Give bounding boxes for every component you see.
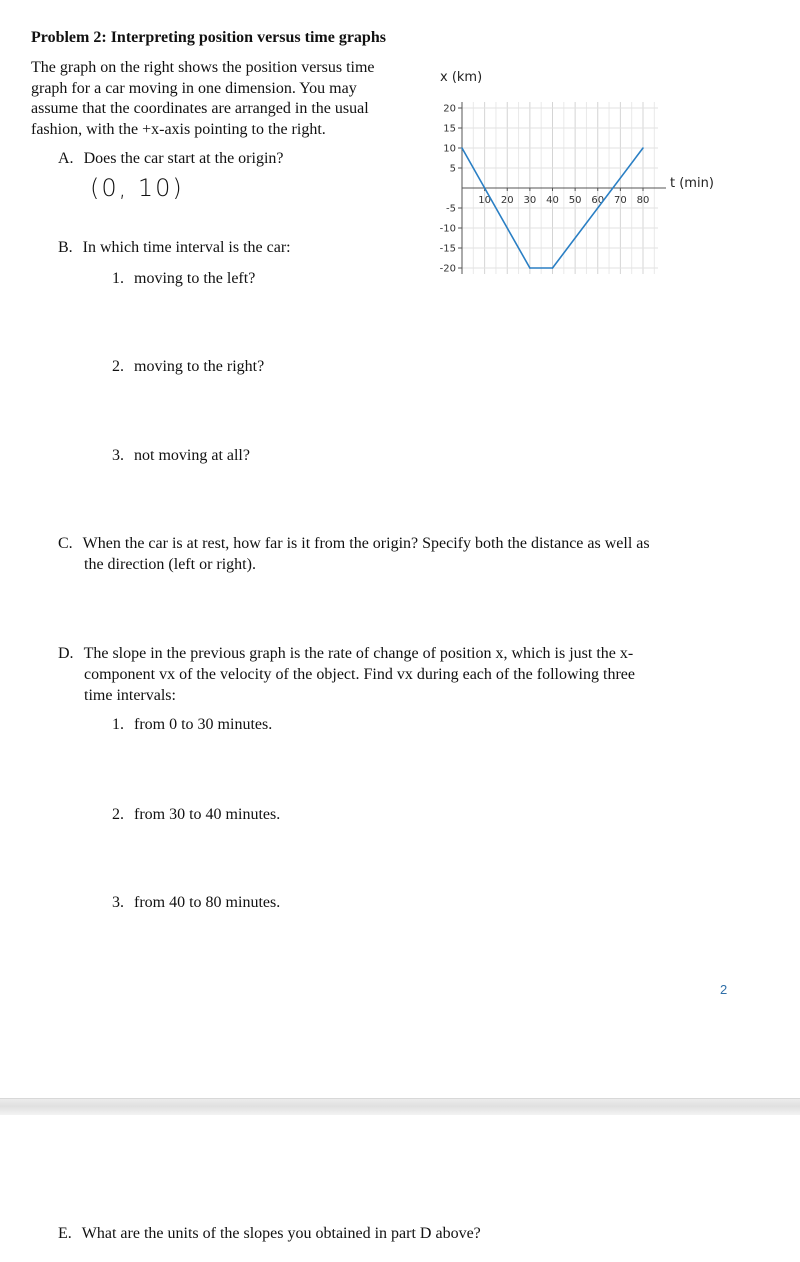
x-tick-label: 30 <box>523 195 537 206</box>
item-number: 2. <box>112 806 124 823</box>
item-text: moving to the right? <box>134 358 265 375</box>
question-b-item <box>112 356 264 377</box>
question-b-item <box>112 445 250 466</box>
question-a-label: A. <box>58 150 74 167</box>
question-e-text: What are the units of the slopes you obtained in part D above? <box>81 1225 481 1242</box>
item-number: 3. <box>112 894 124 911</box>
question-c <box>58 533 758 554</box>
question-d-item <box>112 714 272 735</box>
item-text: moving to the left? <box>134 270 256 287</box>
problem-title: Problem 2: Interpreting position versus time graphs <box>31 29 386 46</box>
item-text: from 0 to 30 minutes. <box>134 716 273 733</box>
y-tick-label: 15 <box>443 123 456 135</box>
intro-line: assume that the coordinates are arranged in the usual <box>31 100 369 117</box>
x-tick-label: 20 <box>500 195 514 206</box>
series-point <box>552 267 554 269</box>
question-c-line: When the car is at rest, how far is it from the origin? Specify both the distance as well as <box>82 535 650 552</box>
question-d-label: D. <box>58 645 74 662</box>
intro-line: graph for a car moving in one dimension. You may <box>31 79 357 97</box>
item-number: 1. <box>112 716 124 733</box>
item-text: from 40 to 80 minutes. <box>134 894 281 911</box>
series-point <box>461 147 463 149</box>
y-tick-label: -10 <box>439 223 456 235</box>
chart-ticks <box>440 104 650 275</box>
x-axis-label: t (min) <box>670 176 714 191</box>
intro-paragraph <box>31 58 426 140</box>
question-d-line: component vx of the velocity of the object. Find vx during each of the following three <box>84 666 635 683</box>
y-tick-label: -15 <box>439 243 456 255</box>
question-d-item <box>112 892 280 913</box>
y-tick-label: 5 <box>449 163 456 175</box>
x-tick-label: 40 <box>546 195 559 206</box>
question-a-text: Does the car start at the origin? <box>83 150 284 167</box>
item-number: 3. <box>112 447 124 464</box>
page-number: 2 <box>720 982 728 997</box>
y-tick-label: -20 <box>439 263 456 275</box>
question-b-text: In which time interval is the car: <box>82 239 291 256</box>
question-d <box>58 643 758 664</box>
series-point <box>529 267 531 269</box>
y-tick-label: -5 <box>446 203 456 215</box>
question-e <box>58 1223 481 1244</box>
series-point <box>642 147 644 149</box>
question-d-line: time intervals: <box>84 687 176 704</box>
intro-line: fashion, with the +x-axis pointing to the right. <box>31 120 326 138</box>
item-text: not moving at all? <box>134 447 250 464</box>
question-e-label: E. <box>58 1225 72 1242</box>
question-c-label: C. <box>58 535 73 552</box>
question-c-line: the direction (left or right). <box>84 556 256 573</box>
x-tick-label: 60 <box>591 195 605 206</box>
x-tick-label: 10 <box>478 195 491 206</box>
question-d-item <box>112 804 280 825</box>
question-b-item <box>112 268 255 289</box>
item-text: from 30 to 40 minutes. <box>134 806 281 823</box>
handwritten-answer-a: (0, 10) <box>90 174 184 202</box>
x-tick-label: 70 <box>614 195 627 206</box>
x-tick-label: 50 <box>568 195 582 206</box>
item-number: 2. <box>112 358 124 375</box>
y-tick-label: 20 <box>443 103 456 115</box>
question-a <box>58 148 283 169</box>
item-number: 1. <box>112 270 124 287</box>
question-b <box>58 237 291 258</box>
y-axis-label: x (km) <box>440 70 483 85</box>
page-break-divider <box>0 1098 800 1115</box>
question-d-line: The slope in the previous graph is the rate of change of position x, which is just the x- <box>83 645 634 662</box>
question-b-label: B. <box>58 239 73 256</box>
x-tick-label: 80 <box>636 195 650 206</box>
position-time-chart <box>420 60 740 300</box>
y-tick-label: 10 <box>443 143 456 155</box>
intro-line: The graph on the right shows the position versus time <box>31 59 375 76</box>
